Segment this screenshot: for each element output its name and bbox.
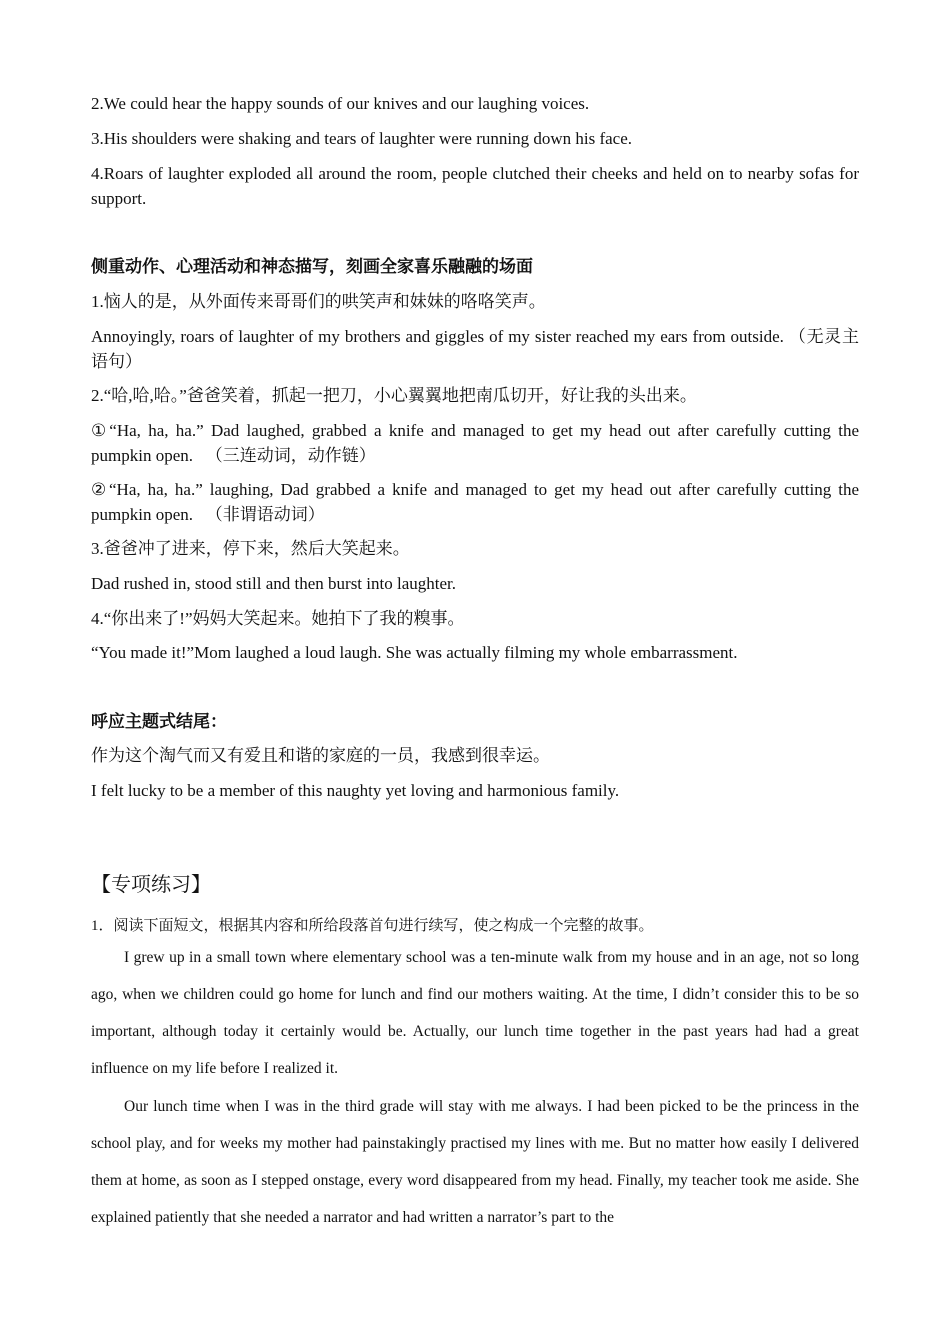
- section1-item: ②“Ha, ha, ha.” laughing, Dad grabbed a knife and managed to get my head out after carefully cutting the pumpkin open. （非谓语动词）: [91, 480, 859, 524]
- passage-paragraph: Our lunch time when I was in the third grade will stay with me always. I had been picked to be the princess in the school play, and for weeks my mother had painstakingly practised my lines with me. But no matter how easily I delivered them at home, as soon as I stepped onstage, every word disappeared from my head. Finally, my teacher took me aside. She explained patiently that she needed a narrator and had written a narrator’s part to the: [91, 1098, 859, 1226]
- passage-paragraph: I grew up in a small town where elementary school was a ten-minute walk from my house and in an age, not so long ago, when we children could go home for lunch and find our mothers waiting. At the time, I didn’t consider this to be so important, although today it certainly would be. Actually, our lunch time together in the past years had had a great influence on my life before I realized it.: [91, 949, 859, 1077]
- section1-item: Annoyingly, roars of laughter of my brothers and giggles of my sister reached my ears from outside. （无灵主语句）: [91, 327, 859, 371]
- section1-item: Dad rushed in, stood still and then burst into laughter.: [91, 574, 456, 593]
- example-line-2: 2.We could hear the happy sounds of our knives and our laughing voices.: [91, 94, 590, 113]
- section1-heading: 侧重动作、心理活动和神态描写，刻画全家喜乐融融的场面: [91, 257, 533, 276]
- section2-heading: 呼应主题式结尾：: [91, 712, 227, 731]
- practice-instruction: 1．阅读下面短文，根据其内容和所给段落首句进行续写，使之构成一个完整的故事。: [91, 918, 654, 934]
- section1-item: ①“Ha, ha, ha.” Dad laughed, grabbed a knife and managed to get my head out after carefully cutting the pumpkin open. （三连动词，动作链）: [91, 421, 859, 465]
- section1-item: 1.恼人的是，从外面传来哥哥们的哄笑声和妹妹的咯咯笑声。: [91, 292, 546, 311]
- practice-title: 【专项练习】: [91, 874, 211, 896]
- section1-item: 4.“你出来了!”妈妈大笑起来。她拍下了我的糗事。: [91, 609, 465, 628]
- example-line-3: 3.His shoulders were shaking and tears of laughter were running down his face.: [91, 129, 633, 148]
- section1-item: “You made it!”Mom laughed a loud laugh. She was actually filming my whole embarrassment.: [91, 643, 738, 662]
- section1-item: 3.爸爸冲了进来，停下来，然后大笑起来。: [91, 539, 410, 558]
- section1-item: 2.“哈,哈,哈。”爸爸笑着，抓起一把刀，小心翼翼地把南瓜切开，好让我的头出来。: [91, 386, 697, 405]
- section2-item: I felt lucky to be a member of this naughty yet loving and harmonious family.: [91, 781, 620, 800]
- example-line-4: 4.Roars of laughter exploded all around the room, people clutched their cheeks and held on to nearby sofas for support.: [91, 164, 859, 208]
- section2-item: 作为这个淘气而又有爱且和谐的家庭的一员，我感到很幸运。: [91, 746, 550, 765]
